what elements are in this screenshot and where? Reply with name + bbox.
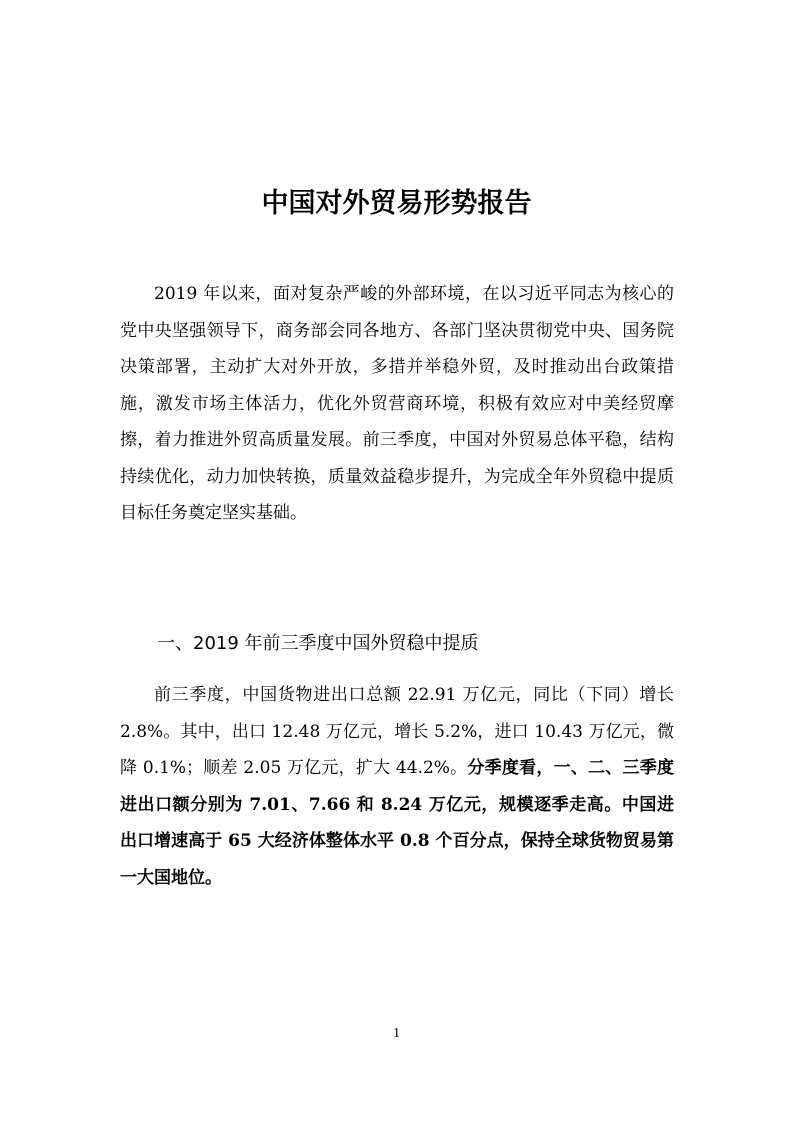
page-number: 1 xyxy=(393,1026,400,1041)
document-title: 中国对外贸易形势报告 xyxy=(261,188,532,219)
section-paragraph xyxy=(120,677,674,896)
intro-paragraph: 2019 年以来，面对复杂严峻的外部环境，在以习近平同志为核心的党中央坚强领导下，商务部会同各地方、各部门坚决贯彻党中央、国务院决策部署，主动扩大对外开放，多措并举稳外贸，及时推动出台政策措施，激发市场主体活力，优化外贸营商环境，积极有效应对中美经贸摩擦，着力推进外贸高质量发展。前三季度，中国对外贸易总体平稳，结构持续优化，动力加快转换，质量效益稳步提升，为完成全年外贸稳中提质目标任务奠定坚实基础。 xyxy=(120,284,674,523)
section-paragraph-bold-text: 分季度看，一、二、三季度进出口额分别为 7.01、7.66 和 8.24 万亿元，规模逐季走高。中国进出口增速高于 65 大经济体整体水平 0.8 个百分点，保持全球货物贸易第一大国地位。 xyxy=(120,758,674,888)
section-paragraph-normal-text: 前三季度，中国货物进出口总额 22.91 万亿元，同比（下同）增长 2.8%。其中，出口 12.48 万亿元，增长 5.2%，进口 10.43 万亿元，微降 0.1%；顺差 2.05 万亿元，扩大 44.2%。 xyxy=(120,685,674,778)
section-heading: 一、2019 年前三季度中国外贸稳中提质 xyxy=(157,633,479,654)
